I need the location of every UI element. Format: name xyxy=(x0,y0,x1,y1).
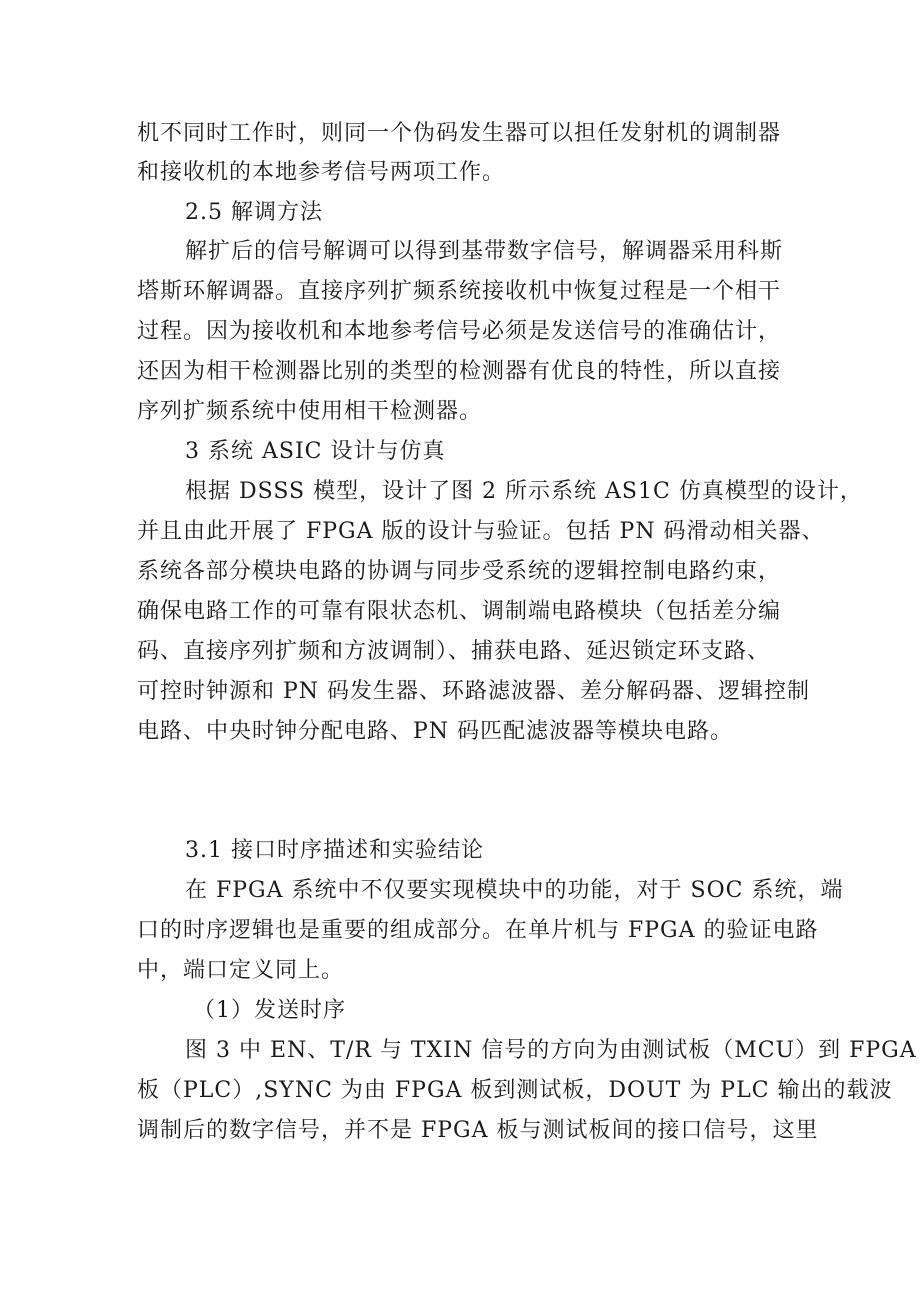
body-text-line: 板（PLC）,SYNC 为由 FPGA 板到测试板，DOUT 为 PLC 输出的载波 xyxy=(137,1078,893,1103)
body-text-line: 在 FPGA 系统中不仅要实现模块中的功能，对于 SOC 系统，端 xyxy=(185,878,844,903)
body-text-line: 调制后的数字信号，并不是 FPGA 板与测试板间的接口信号，这里 xyxy=(137,1118,819,1143)
section-heading: 3 系统 ASIC 设计与仿真 xyxy=(185,439,446,464)
body-text-line: 中，端口定义同上。 xyxy=(137,958,345,983)
body-text-line: 机不同时工作时，则同一个伪码发生器可以担任发射机的调制器 xyxy=(137,121,782,146)
body-text-line: 口的时序逻辑也是重要的组成部分。在单片机与 FPGA 的验证电路 xyxy=(137,918,819,943)
subsection-heading: （1）发送时序 xyxy=(193,998,346,1023)
body-text-line: 并且由此开展了 FPGA 版的设计与验证。包括 PN 码滑动相关器、 xyxy=(137,519,825,544)
body-text-line: 图 3 中 EN、T/R 与 TXIN 信号的方向为由测试板（MCU）到 FPGA xyxy=(185,1038,917,1063)
body-text-line: 解扩后的信号解调可以得到基带数字信号，解调器采用科斯 xyxy=(185,239,784,264)
body-text-line: 码、直接序列扩频和方波调制）、捕获电路、延迟锁定环支路、 xyxy=(137,639,771,664)
section-heading: 3.1 接口时序描述和实验结论 xyxy=(185,838,484,863)
body-text-line: 还因为相干检测器比别的类型的检测器有优良的特性，所以直接 xyxy=(137,359,782,384)
body-text-line: 序列扩频系统中使用相干检测器。 xyxy=(137,399,483,424)
body-text-line: 电路、中央时钟分配电路、PN 码匹配滤波器等模块电路。 xyxy=(137,719,734,744)
body-text-line: 确保电路工作的可靠有限状态机、调制端电路模块（包括差分编 xyxy=(137,599,782,624)
body-text-line: 和接收机的本地参考信号两项工作。 xyxy=(137,160,506,185)
body-text-line: 根据 DSSS 模型，设计了图 2 所示系统 AS1C 仿真模型的设计， xyxy=(185,479,863,504)
section-heading: 2.5 解调方法 xyxy=(185,200,323,225)
body-text-line: 系统各部分模块电路的协调与同步受系统的逻辑控制电路约束， xyxy=(137,559,782,584)
body-text-line: 可控时钟源和 PN 码发生器、环路滤波器、差分解码器、逻辑控制 xyxy=(137,679,811,704)
body-text-line: 过程。因为接收机和本地参考信号必须是发送信号的准确估计， xyxy=(137,319,782,344)
body-text-line: 塔斯环解调器。直接序列扩频系统接收机中恢复过程是一个相干 xyxy=(137,279,782,304)
